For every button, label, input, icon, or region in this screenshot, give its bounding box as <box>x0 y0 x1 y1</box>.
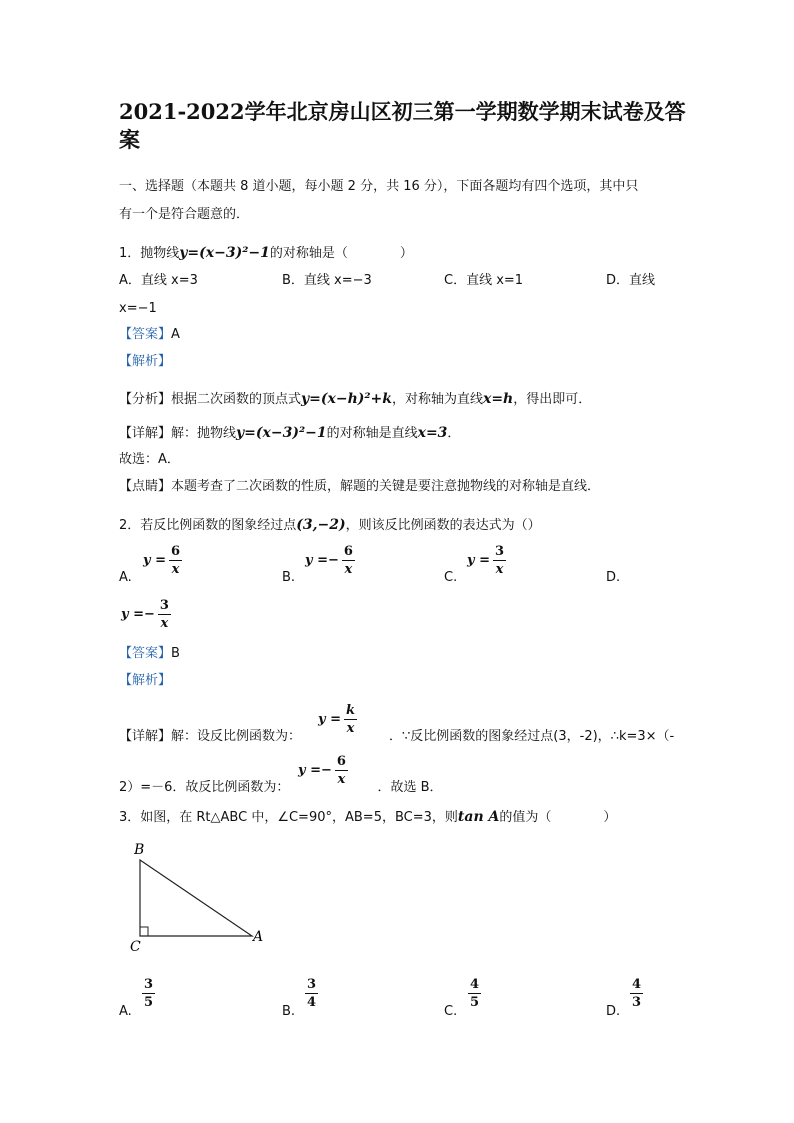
denominator: x <box>346 721 355 736</box>
numerator: 4 <box>470 977 480 992</box>
q2-point: (3,−2) <box>296 517 346 533</box>
q1-option-d: D．直线 <box>606 273 656 288</box>
dianjing-text: 本题考查了二次函数的性质，解题的关键是要注意抛物线的对称轴是直线． <box>171 479 601 494</box>
q3-option-d-label: D. <box>606 1004 621 1019</box>
sign: − <box>327 553 339 568</box>
answer-label: 【答案】 <box>119 327 172 342</box>
fraction <box>342 543 355 578</box>
fenxi-math: y=(x−h)²+k <box>301 391 392 407</box>
section-intro-cont: 有一个是符合题意的． <box>119 207 250 222</box>
q1-option-b: B．直线 x=−3 <box>282 273 372 288</box>
fraction <box>344 702 357 737</box>
y-equals: y = <box>467 553 490 568</box>
vertex-c-label: C <box>130 939 141 955</box>
denominator: 5 <box>144 995 154 1010</box>
fenxi-math-2: x=h <box>482 391 514 407</box>
xiangjie-text-4: ．故选 B． <box>377 780 443 795</box>
q3-option-b-label: B. <box>282 1004 296 1019</box>
fenxi-text-2: ，对称轴为直线 <box>391 392 483 407</box>
q2-option-a-label: A. <box>119 570 132 585</box>
fraction <box>630 976 643 1011</box>
fenxi-text-3: ，得出即可． <box>513 392 592 407</box>
y-equals: y = <box>298 763 321 778</box>
answer-value: B <box>171 646 180 661</box>
q1-guxuan: 故选：A． <box>119 452 180 467</box>
q1-stem <box>119 244 413 263</box>
q1-math: y=(x−3)²−1 <box>179 245 270 261</box>
document-title-cont: 案 <box>119 127 140 152</box>
q2-text-end: ，则该反比例函数的表达式为（） <box>345 518 541 533</box>
denominator: 4 <box>307 995 317 1010</box>
q2-answer <box>119 645 180 663</box>
fraction <box>169 543 182 578</box>
q1-option-d-cont: x=−1 <box>119 301 157 316</box>
q1-option-c: C．直线 x=1 <box>444 273 524 288</box>
q1-dianjing <box>119 478 600 496</box>
q2-option-c-label: C. <box>444 570 458 585</box>
q1-option-a: A．直线 x=3 <box>119 273 198 288</box>
numerator: 6 <box>336 754 346 769</box>
xiangjie-math: y=(x−3)²−1 <box>236 425 327 441</box>
q2-option-c-math <box>467 543 506 578</box>
answer-value: A <box>171 327 180 342</box>
q1-text-end: 的对称轴是（ ） <box>269 246 413 261</box>
q1-text: 1．抛物线 <box>119 246 180 261</box>
q3-option-b-math <box>302 976 318 1011</box>
numerator: 3 <box>144 977 154 992</box>
xiangjie-text-3: 2）=－6．故反比例函数为： <box>119 780 290 795</box>
xiangjie-text-3: ． <box>447 426 461 441</box>
document-title: 2021-2022学年北京房山区初三第一学期数学期末试卷及答 <box>119 99 686 124</box>
fraction <box>158 597 171 632</box>
q3-option-c-math <box>465 976 481 1011</box>
numerator: 6 <box>170 544 181 559</box>
numerator: 3 <box>494 544 505 559</box>
triangle-abc <box>140 860 252 936</box>
dianjing-label: 【点睛】 <box>119 479 172 494</box>
q3-text-end: 的值为（ ） <box>499 810 617 825</box>
q2-k-over-x <box>318 702 357 737</box>
q1-answer <box>119 326 180 344</box>
fraction <box>142 976 155 1011</box>
right-angle-mark <box>140 927 148 936</box>
denominator: x <box>344 562 353 577</box>
q2-text: 2．若反比例函数的图象经过点 <box>119 518 297 533</box>
q1-xiangjie <box>119 424 460 443</box>
answer-label: 【答案】 <box>119 646 172 661</box>
y-equals: y = <box>305 553 328 568</box>
q1-fenxi <box>119 390 591 409</box>
y-equals: y = <box>121 607 144 622</box>
fraction <box>468 976 481 1011</box>
y-equals: y = <box>318 712 341 727</box>
denominator: 3 <box>632 995 642 1010</box>
q2-xiangjie <box>119 728 674 746</box>
q2-option-d-label: D. <box>606 570 621 585</box>
denominator: x <box>337 772 346 787</box>
xiangjie-math-2: x=3 <box>417 425 448 441</box>
q3-text: 3．如图，在 Rt△ABC 中，∠C=90°，AB=5，BC=3，则 <box>119 810 458 825</box>
q3-stem <box>119 808 616 827</box>
q2-option-d-math <box>121 597 171 632</box>
sign: − <box>143 607 155 622</box>
denominator: x <box>171 562 180 577</box>
xiangjie-label: 【详解】 <box>119 729 172 744</box>
xiangjie-text-2: ．∵反比例函数的图象经过点(3，-2)，∴k=3×（- <box>389 729 675 744</box>
triangle-figure <box>125 838 275 958</box>
y-equals: y = <box>143 553 166 568</box>
q2-xiangjie-cont <box>119 779 443 797</box>
fenxi-text: 根据二次函数的顶点式 <box>171 392 302 407</box>
q3-option-a-label: A. <box>119 1004 132 1019</box>
q2-stem <box>119 516 541 535</box>
xiangjie-text: 解：抛物线 <box>171 426 237 441</box>
q3-math: tan A <box>457 809 500 825</box>
xiangjie-text-2: 的对称轴是直线 <box>326 426 418 441</box>
section-intro: 一、选择题（本题共 8 道小题，每小题 2 分，共 16 分），下面各题均有四个选项，其中只 <box>119 179 639 194</box>
numerator: 4 <box>632 977 642 992</box>
vertex-a-label: A <box>253 929 264 945</box>
vertex-b-label: B <box>134 842 145 858</box>
denominator: 5 <box>470 995 480 1010</box>
q3-option-a-math <box>139 976 155 1011</box>
q2-option-a-math <box>143 543 182 578</box>
denominator: x <box>160 616 169 631</box>
fraction <box>335 753 348 788</box>
xiangjie-label: 【详解】 <box>119 426 172 441</box>
denominator: x <box>495 562 504 577</box>
q2-option-b-label: B. <box>282 570 296 585</box>
numerator: 3 <box>159 598 169 613</box>
numerator: 6 <box>343 544 353 559</box>
q2-option-b-math <box>305 543 355 578</box>
numerator: k <box>345 703 355 718</box>
q1-analysis-label: 【解析】 <box>119 354 172 369</box>
numerator: 3 <box>307 977 317 992</box>
q2-analysis-label: 【解析】 <box>119 673 172 688</box>
fraction <box>305 976 318 1011</box>
fraction <box>493 543 506 578</box>
q3-option-c-label: C. <box>444 1004 458 1019</box>
xiangjie-text: 解：设反比例函数为： <box>171 729 302 744</box>
q3-option-d-math <box>627 976 643 1011</box>
fenxi-label: 【分析】 <box>119 392 172 407</box>
q2-neg-6-over-x: y = − $\frac{6}{x}$ <box>298 754 346 787</box>
